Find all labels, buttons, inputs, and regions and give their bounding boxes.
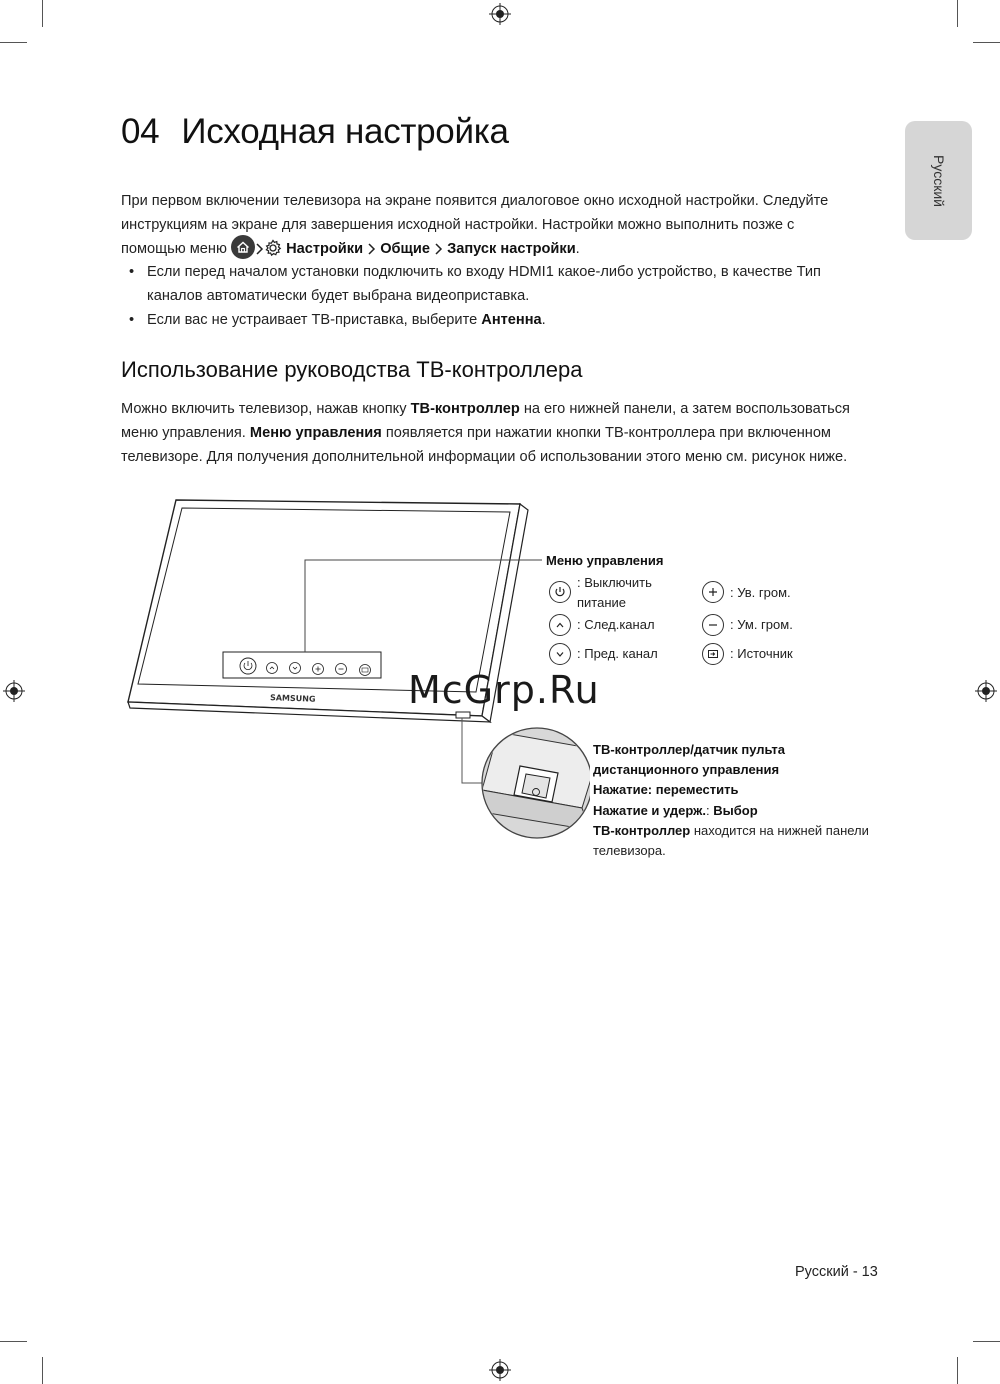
- bullet-dot: •: [129, 264, 135, 280]
- chapter-number: 04: [121, 112, 160, 151]
- legend-vol-up: : Ув. гром.: [730, 585, 791, 600]
- menu-settings: Настройки: [286, 241, 364, 257]
- chevron-right-icon: [367, 243, 376, 255]
- intro-line: При первом включении телевизора на экране появится диалоговое окно исходной настройки. Следуйте: [121, 193, 829, 209]
- registration-mark-icon: [3, 680, 25, 702]
- chevron-up-icon: [549, 614, 571, 636]
- registration-mark-icon: [489, 1359, 511, 1381]
- page-number: Русский - 13: [795, 1264, 878, 1280]
- legend-title: Меню управления: [546, 553, 664, 568]
- watermark: McGrp.Ru: [408, 668, 600, 712]
- leader-line: [462, 718, 482, 783]
- legend-ch-down: : Пред. канал: [577, 646, 658, 661]
- menu-general: Общие: [380, 241, 430, 257]
- tv-controller-sensor: [456, 712, 470, 718]
- legend-power: : Выключить питание: [577, 575, 652, 610]
- chevron-down-icon: [549, 643, 571, 665]
- legend-ch-up: : След.канал: [577, 617, 655, 632]
- source-icon: [702, 643, 724, 665]
- menu-start-setup: Запуск настройки: [447, 241, 576, 257]
- intro-line: инструкциям на экране для завершения исходной настройки. Настройки можно выполнить позже с: [121, 217, 795, 233]
- chapter-heading: [121, 112, 509, 152]
- tv-controller-description: ТВ-контроллер/датчик пульта дистанционного управления Нажатие: переместить Нажатие и удерж.: Выбор ТВ-контроллер находится на нижней панели телевизора.: [593, 742, 869, 859]
- crop-mark: [0, 42, 27, 43]
- list-item: • Если перед началом установки подключить ко входу HDMI1 какое-либо устройство, в качестве Тип каналов автоматически будет выбрана видеоприставка.: [121, 260, 881, 308]
- crop-mark: [957, 1357, 958, 1384]
- home-icon: [231, 235, 255, 259]
- language-tab: [905, 121, 972, 240]
- list-item: • Если вас не устраивает ТВ-приставка, выберите Антенна.: [121, 308, 881, 332]
- chevron-right-icon: [255, 243, 264, 255]
- section-heading: Использование руководства ТВ-контроллера: [121, 357, 583, 382]
- bullet-dot: •: [129, 312, 135, 328]
- intro-menu-path: помощью меню Настройки Общие Запуск настройки.: [121, 237, 881, 261]
- legend-vol-down: : Ум. гром.: [730, 617, 793, 632]
- crop-mark: [973, 42, 1000, 43]
- chapter-title: Исходная настройка: [181, 112, 509, 151]
- chevron-right-icon: [434, 243, 443, 255]
- legend-source: : Источник: [730, 646, 793, 661]
- antenna-option: Антенна: [481, 312, 542, 328]
- brand-logo: SAMSUNG: [269, 693, 316, 704]
- power-icon: [549, 581, 571, 603]
- crop-mark: [42, 0, 43, 27]
- minus-icon: [702, 614, 724, 636]
- crop-mark: [973, 1341, 1000, 1342]
- crop-mark: [42, 1357, 43, 1384]
- crop-mark: [0, 1341, 27, 1342]
- plus-icon: [702, 581, 724, 603]
- language-tab-label: Русский: [930, 154, 947, 207]
- crop-mark: [957, 0, 958, 27]
- intro-paragraph: [121, 189, 881, 261]
- registration-mark-icon: [975, 680, 997, 702]
- registration-mark-icon: [489, 3, 511, 25]
- gear-icon: [264, 239, 282, 257]
- section-paragraph: Можно включить телевизор, нажав кнопку ТВ-контроллер на его нижней панели, а затем воспользоваться меню управления. Меню управления появляется при нажатии кнопки ТВ-контроллера при включенном телевизоре. Для получения дополнительной информации об использовании этого меню см. рисунок ниже.: [121, 401, 850, 465]
